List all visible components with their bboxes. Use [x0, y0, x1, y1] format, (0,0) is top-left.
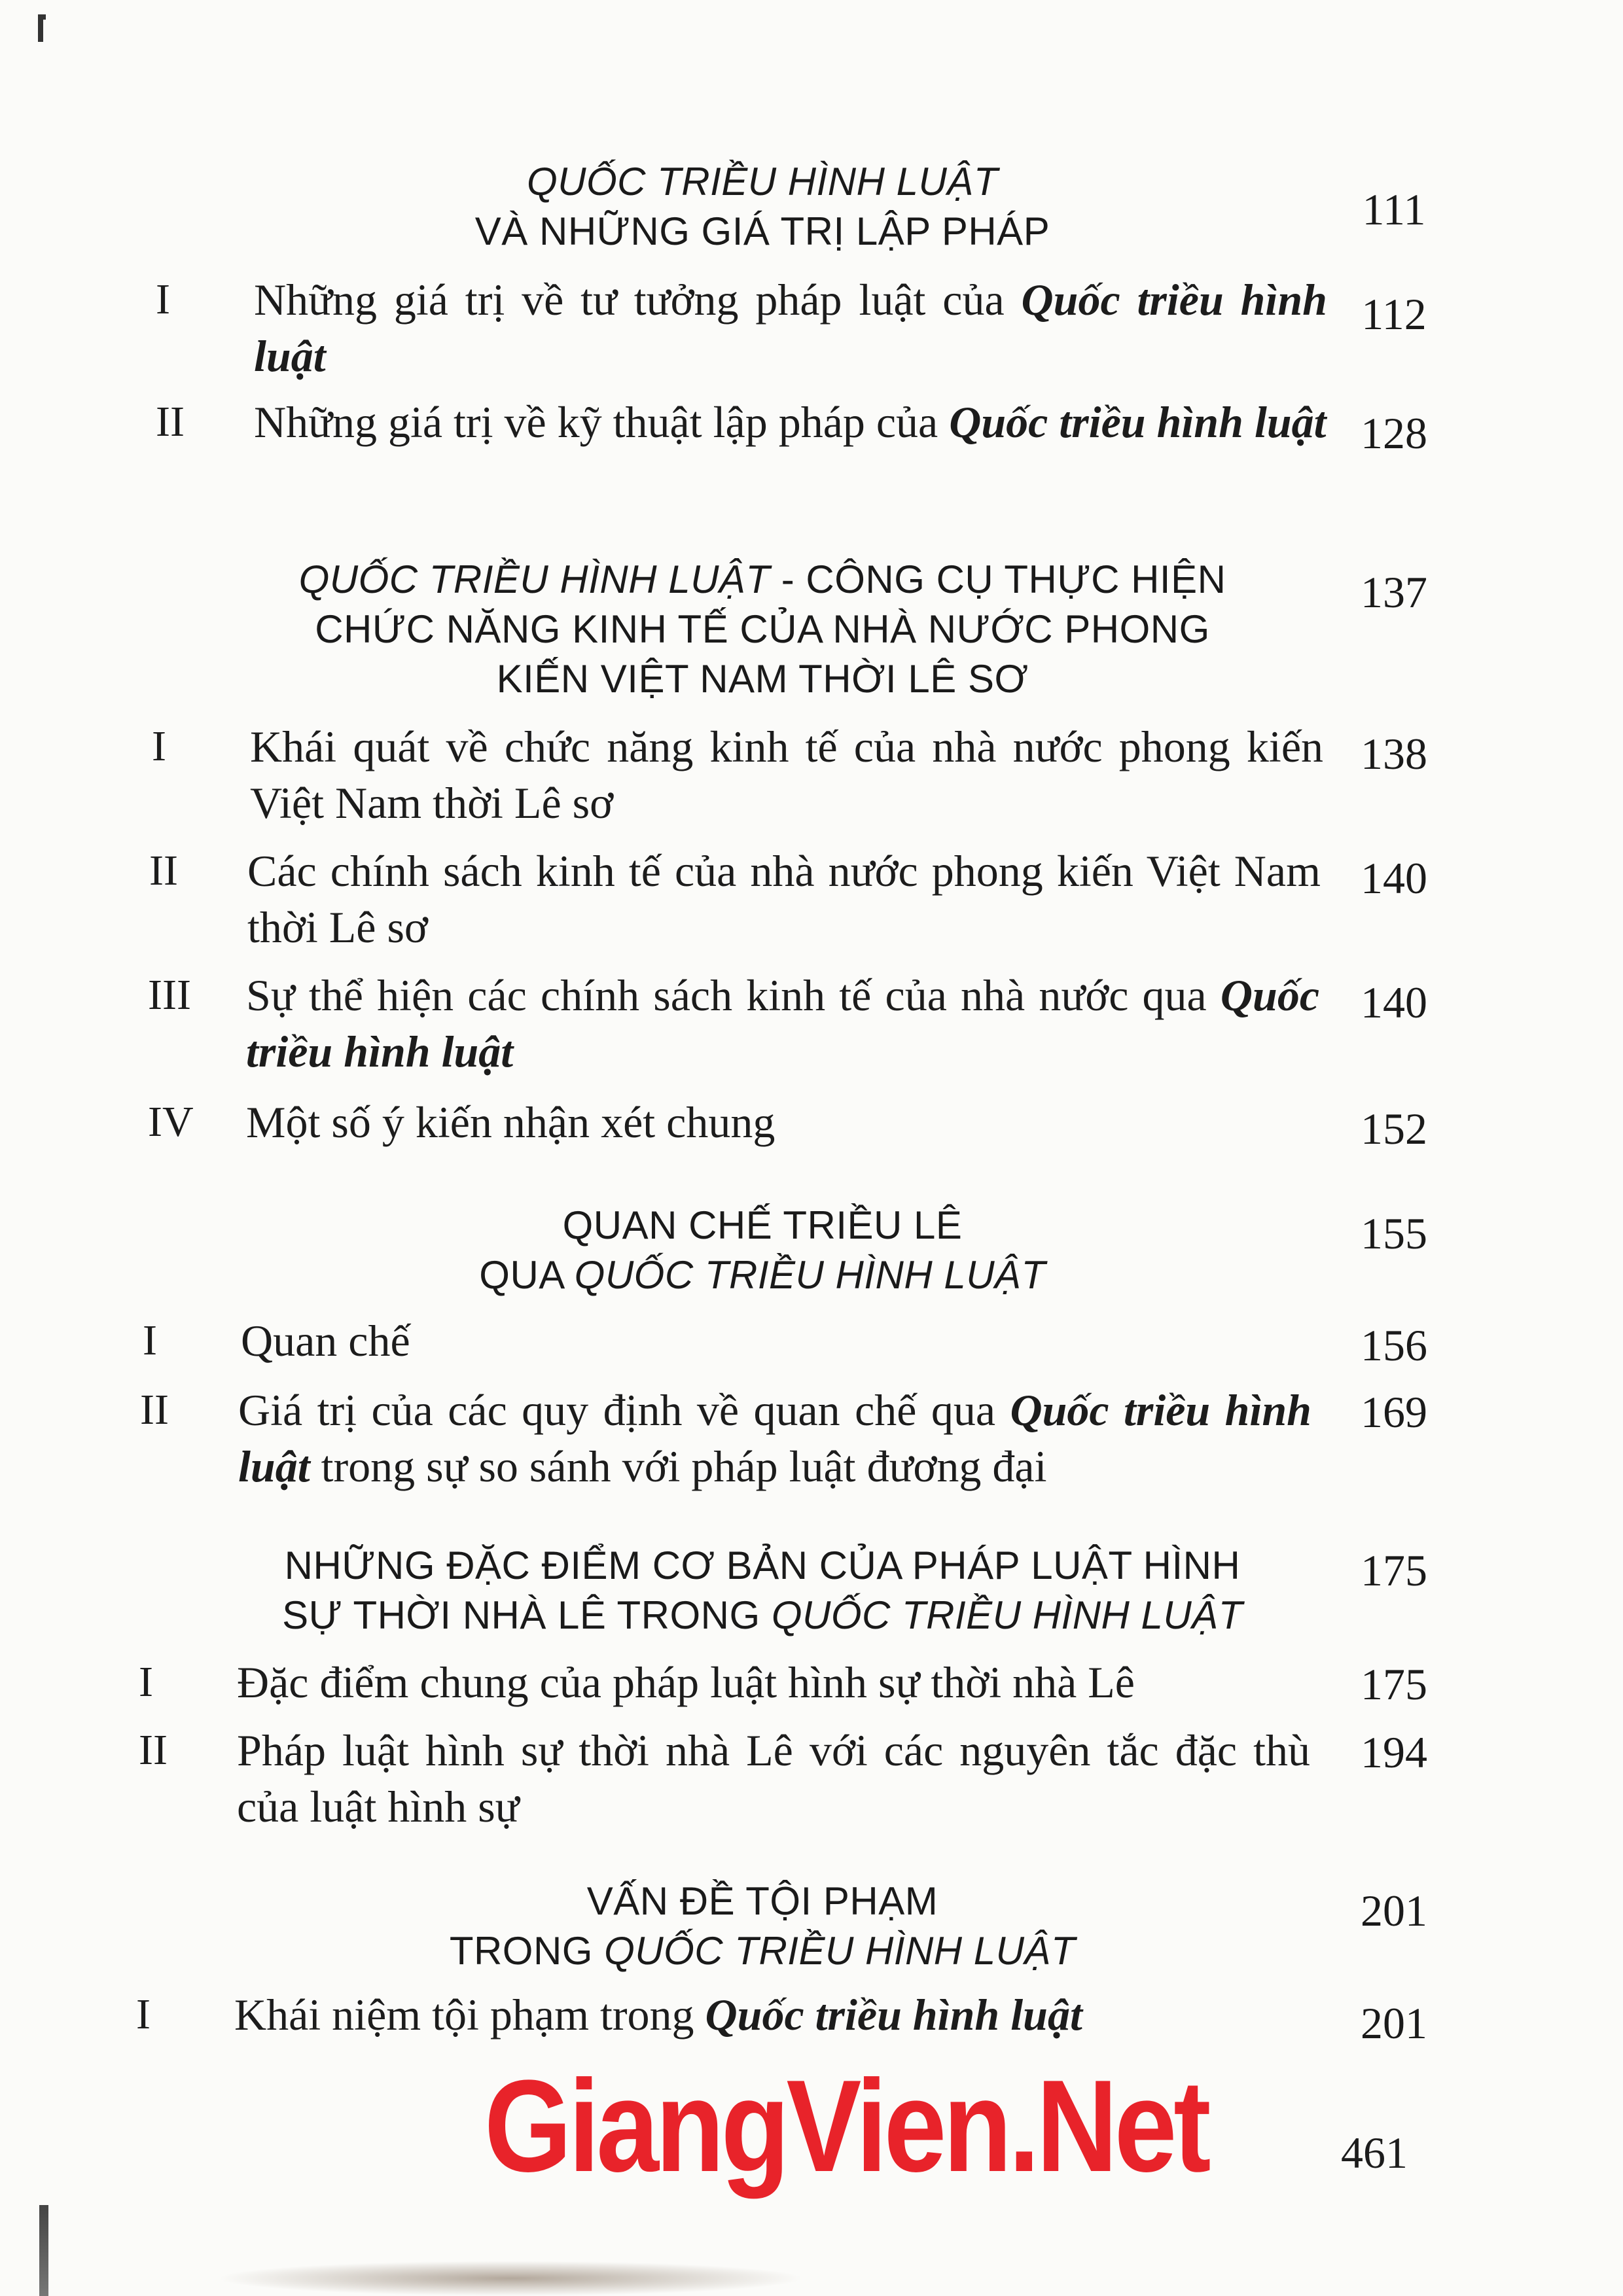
- entry-title: Những giá trị về tư tưởng pháp luật của Quốc triều hình luật: [254, 275, 1327, 381]
- chapter-heading: QUỐC TRIỀU HÌNH LUẬT - CÔNG CỤ THỰC HIỆN CHỨC NĂNG KINH TẾ CỦA NHÀ NƯỚC PHONG KIẾN VIỆT NAM THỜI LÊ SƠ: [298, 557, 1226, 701]
- entry-page-number: 112: [1361, 289, 1427, 339]
- chapter-page-number: 155: [1361, 1209, 1427, 1258]
- entry-page-number: 140: [1361, 853, 1427, 903]
- entry-title: Khái niệm tội phạm trong Quốc triều hình luật: [234, 1990, 1082, 2040]
- entry-roman-numeral: I: [156, 275, 170, 323]
- entry-page-number: 201: [1361, 1998, 1427, 2048]
- entry-roman-numeral: II: [149, 847, 178, 894]
- chapter-heading: VẤN ĐỀ TỘI PHẠM TRONG QUỐC TRIỀU HÌNH LUẬT: [449, 1879, 1076, 1973]
- entry-page-number: 156: [1361, 1320, 1427, 1370]
- entry-roman-numeral: II: [140, 1386, 169, 1434]
- entry-roman-numeral: I: [152, 722, 166, 770]
- chapter-page-number: 201: [1361, 1886, 1427, 1935]
- entry-roman-numeral: II: [139, 1726, 168, 1774]
- entry-title: Khái quát về chức năng kinh tế của nhà nước phong kiến Việt Nam thời Lê sơ: [250, 722, 1323, 828]
- entry-page-number: 138: [1361, 729, 1427, 779]
- entry-page-number: 128: [1361, 408, 1427, 458]
- chapter-page-number: 137: [1361, 567, 1427, 617]
- entry-page-number: 152: [1361, 1104, 1427, 1154]
- entry-page-number: 175: [1361, 1659, 1427, 1709]
- entry-title: Một số ý kiến nhận xét chung: [246, 1097, 776, 1147]
- entry-title: Quan chế: [241, 1316, 410, 1366]
- entry-title: Đặc điểm chung của pháp luật hình sự thời nhà Lê: [237, 1657, 1135, 1707]
- entry-roman-numeral: IV: [148, 1098, 194, 1146]
- entry-title: Những giá trị về kỹ thuật lập pháp của Quốc triều hình luật: [254, 397, 1327, 447]
- entry-roman-numeral: I: [139, 1658, 153, 1706]
- entry-roman-numeral: III: [148, 971, 191, 1019]
- chapter-heading: QUAN CHẾ TRIỀU LÊ QUA QUỐC TRIỀU HÌNH LUẬT: [479, 1203, 1046, 1297]
- entry-title: Giá trị của các quy định về quan chế qua Quốc triều hình luật trong sự so sánh với pháp luật đương đại: [238, 1385, 1311, 1491]
- entry-page-number: 169: [1361, 1387, 1427, 1437]
- entry-roman-numeral: I: [136, 1990, 151, 2038]
- chapter-page-number: 111: [1362, 185, 1426, 234]
- entry-roman-numeral: II: [156, 398, 185, 446]
- entry-title: Pháp luật hình sự thời nhà Lê với các nguyên tắc đặc thù của luật hình sự: [237, 1725, 1310, 1831]
- chapter-page-number: 175: [1361, 1545, 1427, 1595]
- entry-title: Các chính sách kinh tế của nhà nước phong kiến Việt Nam thời Lê sơ: [247, 846, 1321, 952]
- entry-title: Sự thể hiện các chính sách kinh tế của nhà nước qua Quốc triều hình luật: [246, 970, 1319, 1076]
- page-number: 461: [1341, 2128, 1408, 2178]
- watermark-logo: GiangVien.Net: [484, 2053, 1208, 2199]
- entry-page-number: 140: [1361, 978, 1427, 1027]
- chapter-heading: NHỮNG ĐẶC ĐIỂM CƠ BẢN CỦA PHÁP LUẬT HÌNH SỰ THỜI NHÀ LÊ TRONG QUỐC TRIỀU HÌNH LUẬT: [282, 1544, 1243, 1637]
- entry-roman-numeral: I: [143, 1316, 157, 1364]
- chapter-heading: QUỐC TRIỀU HÌNH LUẬT VÀ NHỮNG GIÁ TRỊ LẬP PHÁP: [474, 160, 1050, 253]
- entry-page-number: 194: [1361, 1727, 1427, 1777]
